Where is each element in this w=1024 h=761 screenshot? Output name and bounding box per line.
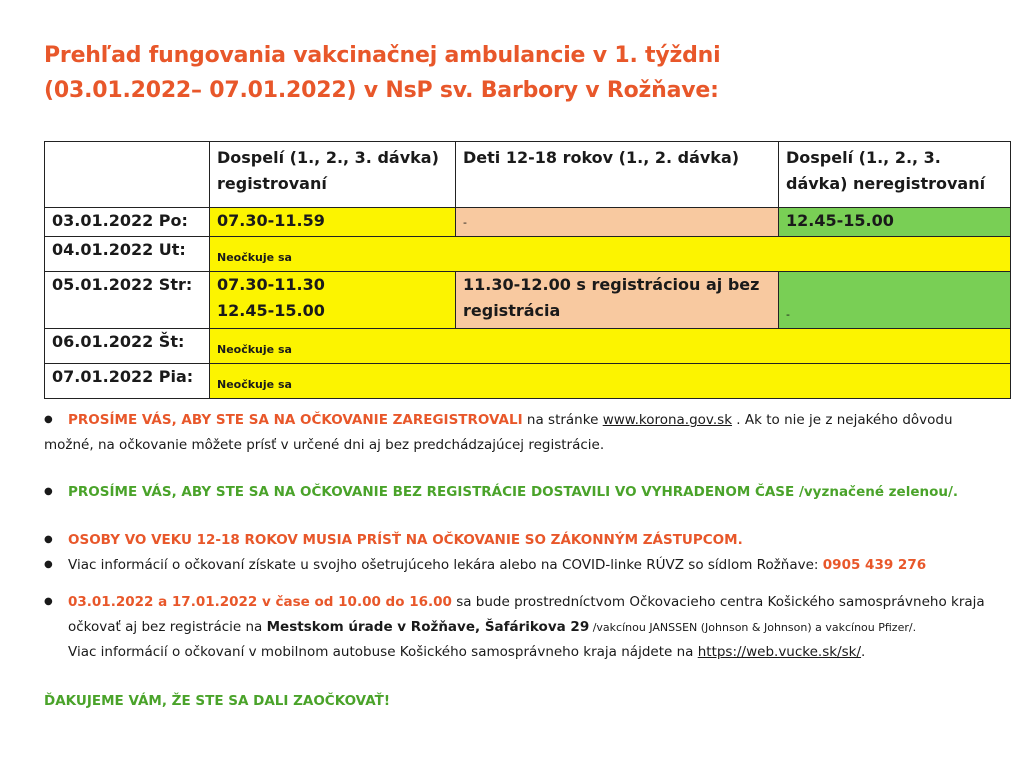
bullet-registration-emphasis: PROSÍME VÁS, ABY STE SA NA OČKOVANIE ZAREGISTROVALI: [68, 412, 523, 428]
korona-link[interactable]: www.korona.gov.sk: [602, 412, 733, 428]
bullet-mobile-text: sa bude prostredníctvom Očkovacieho centra Košického samosprávneho kraja: [451, 594, 985, 610]
title-line-2: (03.01.2022– 07.01.2022) v NsP sv. Barbory v Rožňave:: [44, 78, 719, 103]
cell-dash: -: [786, 308, 790, 321]
vaccine-types: /vakcínou JANSSEN (Johnson & Johnson) a vakcínou Pfizer/.: [589, 621, 917, 634]
time-slot-2: 12.45-15.00: [217, 301, 325, 320]
time-slot-1: 07.30-11.30: [217, 275, 325, 294]
table-row: [45, 208, 1011, 237]
bullet-mobile-line-2: [68, 614, 916, 641]
cell-registered: [210, 272, 456, 329]
bullet-icon: ●: [44, 486, 53, 497]
bullet-no-registration-text: PROSÍME VÁS, ABY STE SA NA OČKOVANIE BEZ REGISTRÁCIE DOSTAVILI VO VYHRADENOM ČASE /vyznačené zelenou/.: [68, 484, 959, 500]
bullet-minors-text: OSOBY VO VEKU 12-18 ROKOV MUSIA PRÍSŤ NA OČKOVANIE SO ZÁKONNÝM ZÁSTUPCOM.: [68, 532, 743, 548]
header-unregistered-adults: Dospelí (1., 2., 3. dávka) neregistrovaní: [779, 142, 1011, 208]
table-header-row: [45, 142, 1011, 208]
bullet-icon: ●: [44, 534, 53, 545]
cell-no-vaccination: [210, 329, 1011, 364]
header-empty-cell: [45, 142, 210, 208]
bullet-icon: ●: [44, 414, 53, 425]
row-date: 03.01.2022 Po:: [45, 208, 210, 237]
bullet-registration: [44, 407, 953, 433]
cell-unregistered: [779, 272, 1011, 329]
schedule-table: [44, 141, 1011, 399]
cell-unregistered: 12.45-15.00: [779, 208, 1011, 237]
row-date: 07.01.2022 Pia:: [45, 364, 210, 399]
table-row: [45, 364, 1011, 399]
cell-registered: 07.30-11.59: [210, 208, 456, 237]
bullet-no-registration: [44, 479, 958, 505]
header-children: Deti 12-18 rokov (1., 2. dávka): [456, 142, 779, 208]
bullet-mobile-dates: 03.01.2022 a 17.01.2022 v čase od 10.00 do 16.00: [68, 594, 452, 610]
bullet-mobile-line-3-a: Viac informácií o očkovaní v mobilnom autobuse Košického samosprávneho kraja nájdete na: [68, 644, 698, 660]
bullet-icon: ●: [44, 596, 53, 607]
row-date: 06.01.2022 Št:: [45, 329, 210, 364]
vucke-link[interactable]: https://web.vucke.sk/sk/: [697, 644, 862, 660]
row-date: 05.01.2022 Str:: [45, 272, 210, 329]
table-row: [45, 272, 1011, 329]
bullet-info-text: Viac informácií o očkovaní získate u svojho ošetrujúceho lekára alebo na COVID-linke RÚVZ so sídlom Rožňave:: [68, 557, 823, 573]
bullet-mobile-line-2-a: očkovať aj bez registrácie na: [68, 619, 267, 635]
cell-children: 11.30-12.00 s registráciou aj bez registrácia: [456, 272, 779, 329]
row-date: 04.01.2022 Ut:: [45, 237, 210, 272]
cell-no-vaccination: [210, 237, 1011, 272]
cell-dash: -: [463, 216, 467, 229]
mobile-location: Mestskom úrade v Rožňave, Šafárikova 29: [266, 619, 590, 635]
bullet-info: [44, 552, 926, 578]
table-row: [45, 237, 1011, 272]
bullet-mobile-bus: [44, 589, 985, 615]
bullet-icon: ●: [44, 559, 53, 570]
bullet-mobile-line-3: [68, 639, 865, 665]
covid-phone-number: 0905 439 276: [822, 557, 927, 573]
bullet-registration-line-2: možné, na očkovanie môžete prísť v určené dni aj bez predchádzajúcej registrácie.: [44, 437, 605, 453]
bullet-minors: [44, 527, 743, 553]
bullet-mobile-line-3-end: .: [861, 644, 866, 660]
no-vaccination-label: Neočkuje sa: [217, 343, 292, 356]
bullet-registration-text: na stránke: [522, 412, 603, 428]
cell-children: [456, 208, 779, 237]
title-line-1: Prehľad fungovania vakcinačnej ambulancie v 1. týždni: [44, 43, 721, 68]
thanks-message: ĎAKUJEME VÁM, ŽE STE SA DALI ZAOČKOVAŤ!: [44, 693, 390, 709]
table-row: [45, 329, 1011, 364]
no-vaccination-label: Neočkuje sa: [217, 251, 292, 264]
document-title: [44, 38, 720, 108]
cell-no-vaccination: [210, 364, 1011, 399]
bullet-registration-tail: . Ak to nie je z nejakého dôvodu: [732, 412, 953, 428]
header-registered-adults: Dospelí (1., 2., 3. dávka) registrovaní: [210, 142, 456, 208]
no-vaccination-label: Neočkuje sa: [217, 378, 292, 391]
